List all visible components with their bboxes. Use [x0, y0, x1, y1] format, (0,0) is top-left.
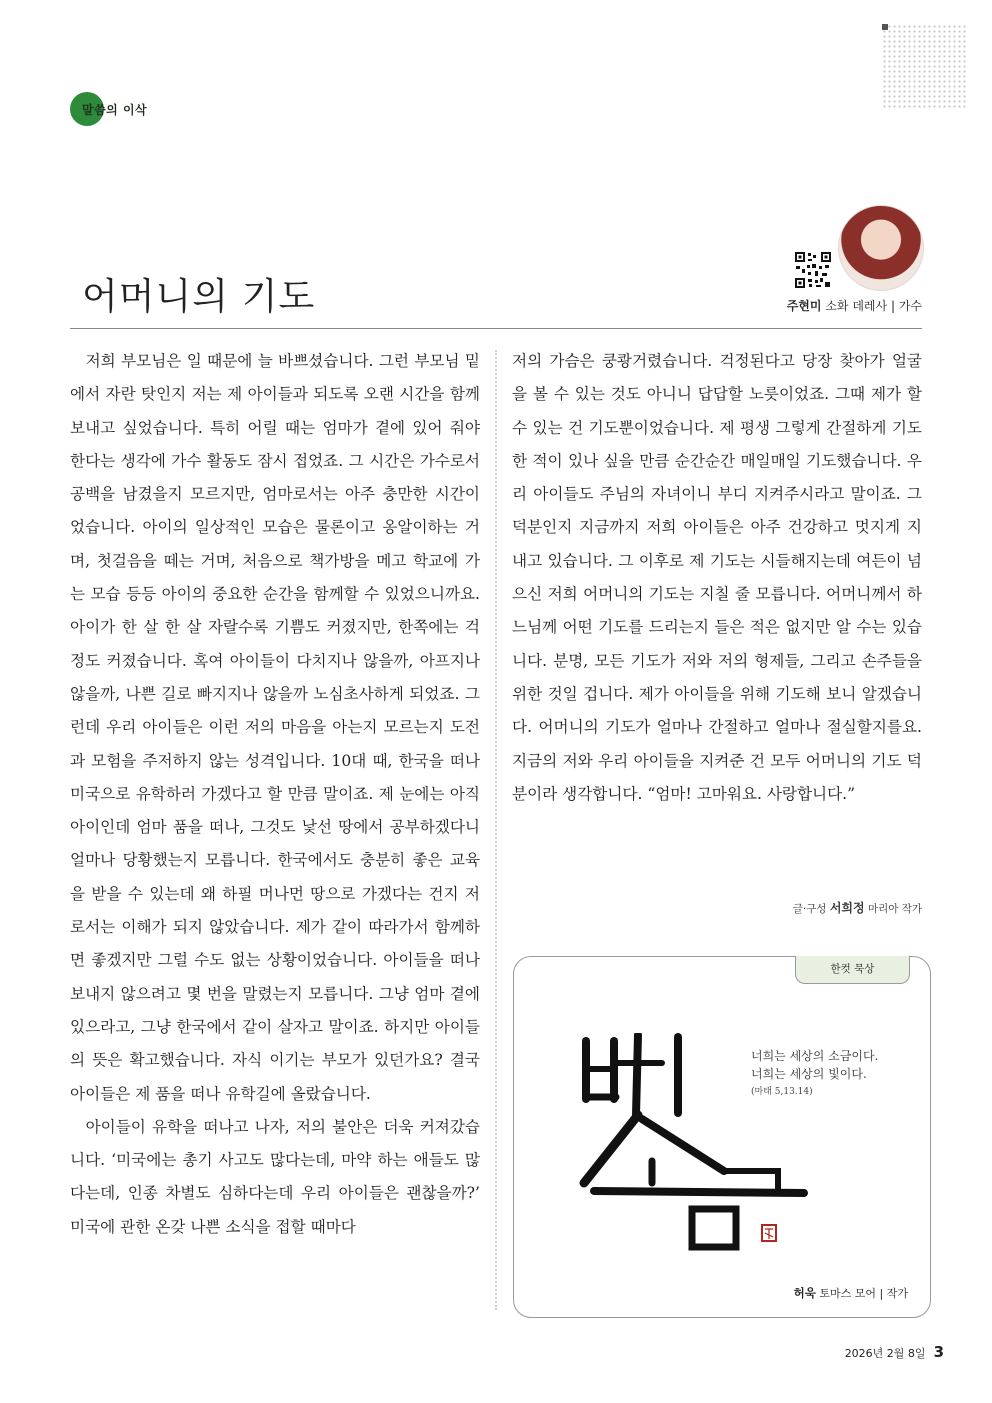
title-rule: [70, 328, 922, 329]
article-title: 어머니의 기도: [82, 275, 316, 318]
section-tag: [70, 92, 147, 126]
column-divider: [495, 350, 497, 1310]
meditation-card: [513, 956, 931, 1318]
author-role: 가수: [898, 299, 922, 313]
section-label: 말씀의 이삭: [82, 102, 148, 117]
card-tab: 한컷 묵상: [795, 956, 910, 984]
corner-mark: [882, 24, 888, 30]
qr-code-icon: [795, 252, 831, 288]
author-name: 주현미: [786, 299, 822, 313]
author-avatar: [838, 205, 924, 291]
writer-credit: [793, 899, 922, 916]
verse-line: 너희는 세상의 소금이다.: [751, 1049, 879, 1063]
artist-separator: |: [879, 1287, 884, 1300]
verse-reference: (마태 5,13.14): [751, 1087, 813, 1097]
article-paragraph: 저희 부모님은 일 때문에 늘 바쁘셨습니다. 그런 부모님 밑에서 자란 탓인지 저는 제 아이들과 되도록 오랜 시간을 함께 보내고 싶었습니다. 특히 어릴 때는 엄마가 곁에 있어 줘야 한다는 생각에 가수 활동도 잠시 접었죠. 그 시간은 가수로서 공백을 남겼을지 모르지만, 엄마로서는 아주 충만한 시간이었습니다. 아이의 일상적인 모습은 물론이고 옹알이하는 거며, 첫걸음을 떼는 거며, 처음으로 책가방을 메고 학교에 가는 모습 등등 아이의 중요한 순간을 함께할 수 있었으니까요. 아이가 한 살 한 살 자랄수록 기쁨도 커졌지만, 한쪽에는 걱정도 커졌습니다. 혹여 아이들이 다치지나 않을까, 아프지나 않을까, 나쁜 길로 빠지지나 않을까 노심초사하게 되었죠. 그런데 우리 아이들은 이런 저의 마음을 아는지 모르는지 도전과 모험을 주저하지 않는 성격입니다. 10대 때, 한국을 떠나 미국으로 유학하러 가겠다고 할 만큼 말이죠. 제 눈에는 아직 아이인데 엄마 품을 떠나, 그것도 낯선 땅에서 공부하겠다니 얼마나 당황했는지 모릅니다. 한국에서도 충분히 좋은 교육을 받을 수 있는데 왜 하필 머나먼 땅으로 가겠다는 건지 저로서는 이해가 되지 않았습니다. 제가 같이 따라가서 함께하면 좋겠지만 그럴 수도 없는 상황이었습니다. 아이들을 떠나보내지 않으려고 몇 번을 말렸는지 모릅니다. 그냥 엄마 곁에 있으라고, 그냥 한국에서 같이 살자고 말이죠. 하지만 아이들의 뜻은 확고했습니다. 자식 이기는 부모가 있던가요? 결국 아이들은 제 품을 떠나 유학길에 올랐습니다.: [70, 352, 480, 1103]
bible-verse: [751, 1047, 878, 1101]
credit-prefix: 글·구성: [792, 903, 827, 915]
article-column-left: [70, 345, 480, 1244]
article-paragraph: 아이들이 유학을 떠나고 나자, 저의 불안은 더욱 커져갔습니다. ‘미국에는 총기 사고도 많다는데, 마약 하는 애들도 많다는데, 인종 차별도 심하다는데 우리 아이들은 괜찮을까?’ 미국에 관한 온갖 나쁜 소식을 접할 때마다: [70, 1117, 480, 1236]
author-baptismal-name: 소화 데레사: [825, 299, 888, 313]
article-column-right: [512, 345, 922, 811]
corner-dot-pattern: [882, 24, 968, 110]
page-number: 3: [933, 1343, 944, 1361]
artist-name: 허욱: [793, 1286, 816, 1300]
author-byline: [787, 297, 922, 314]
byline-separator: |: [890, 299, 895, 313]
credit-suffix: 마리아 작가: [867, 903, 922, 915]
artist-baptismal-name: 토마스 모어: [819, 1287, 877, 1300]
issue-date: 2026년 2월 8일: [844, 1347, 926, 1360]
artist-byline: [794, 1285, 908, 1301]
artist-role: 작가: [886, 1287, 908, 1300]
verse-line: 너희는 세상의 빛이다.: [751, 1067, 867, 1081]
article-paragraph: 저의 가슴은 쿵쾅거렸습니다. 걱정된다고 당장 찾아가 얼굴을 볼 수 있는 것도 아니니 답답할 노릇이었죠. 그때 제가 할 수 있는 건 기도뿐이었습니다. 제 평생 그렇게 간절하게 기도한 적이 있나 싶을 만큼 순간순간 매일매일 기도했습니다. 우리 아이들도 주님의 자녀이니 부디 지켜주시라고 말이죠. 그 덕분인지 지금까지 저희 아이들은 아주 건강하고 멋지게 지내고 있습니다. 그 이후로 제 기도는 시들해지는데 여든이 넘으신 저희 어머니의 기도는 지칠 줄 모릅니다. 어머니께서 하느님께 어떤 기도를 드리는지 들은 적은 없지만 알 수는 있습니다. 분명, 모든 기도가 저와 저의 형제들, 그리고 손주들을 위한 것일 겁니다. 제가 아이들을 위해 기도해 보니 알겠습니다. 어머니의 기도가 얼마나 간절하고 얼마나 절실할지를요. 지금의 저와 우리 아이들을 지켜준 건 모두 어머니의 기도 덕분이라 생각합니다. “엄마! 고마워요. 사랑합니다.”: [512, 352, 922, 803]
credit-name: 서희정: [829, 901, 865, 915]
page-footer: [845, 1343, 944, 1361]
